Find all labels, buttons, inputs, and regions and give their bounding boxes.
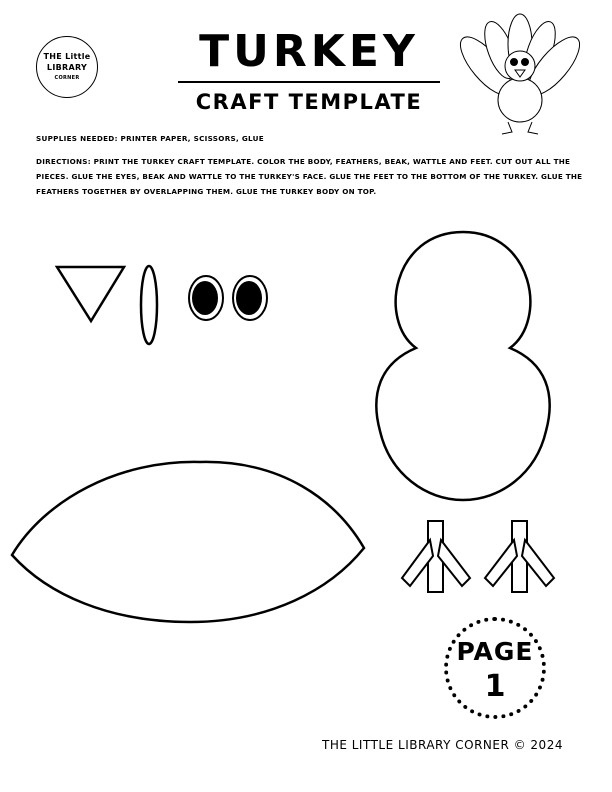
wattle-shape [141,266,157,344]
logo-line-1: THE Little [43,52,91,61]
badge-label: PAGE [456,637,534,666]
logo-line-3: CORNER [54,75,80,81]
footer-copyright: THE LITTLE LIBRARY CORNER © 2024 [322,738,563,752]
badge-number: 1 [484,669,506,704]
supplies-text: SUPPLIES NEEDED: PRINTER PAPER, SCISSORS, GLUE [36,134,265,143]
page-subtitle: CRAFT TEMPLATE [195,90,423,114]
feathers-shape [12,462,364,622]
eye-shapes [189,276,267,320]
body-shape [376,232,549,500]
logo-line-2: LIBRARY [46,63,88,72]
turkey-preview-icon [452,14,588,134]
directions-text: DIRECTIONS: PRINT THE TURKEY CRAFT TEMPLATE. COLOR THE BODY, FEATHERS, BEAK, WATTLE AND FEET. CUT OUT ALL THE PIECES. GLUE THE EYES, BEAK AND WATTLE TO THE TURKEY'S FACE. GLUE THE FEET TO THE BOTTOM OF THE TURKEY. GLUE THE FEATHERS TOGETHER BY OVERLAPPING THEM. GLUE THE TURKEY BODY ON TOP. [36,157,583,196]
page-number-badge [444,617,546,719]
page-title: TURKEY [199,26,419,77]
feet-shapes [402,521,554,592]
beak-shape [57,267,124,321]
